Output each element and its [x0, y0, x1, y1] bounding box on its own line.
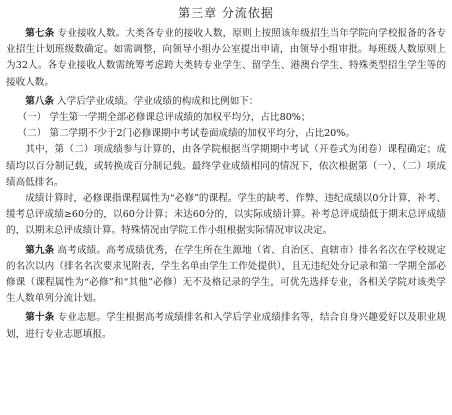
article-8-item-2: （二） 第二学期不少于2门必修课期中考试卷面成绩的加权平均分，占比20%。	[17, 128, 355, 140]
article-8-label: 第八条	[25, 95, 54, 107]
article-10-label: 第十条	[25, 312, 55, 324]
article-9	[6, 243, 446, 308]
article-7-text: 专业接收人数。大类各专业的接收人数，原则上按照该年级招生当年学院向学校报备的各专业招生计划班级数确定。如需调整，向领导小组办公室提出申请，由领导小组审批。每班级人数原则上为32人。各专业接收人数需统筹考虑跨大类转专业学生、留学生、港澳台学生、特殊类型招生学生等的接收人数。	[6, 28, 446, 88]
article-8-intro: 入学后学业成绩。学业成绩的构成和比例如下：	[57, 95, 259, 107]
article-10-text: 专业志愿。学生根据高考成绩排名和入学后学业成绩排名等，结合自身兴趣爱好以及职业规划，进行专业志愿填报。	[6, 312, 446, 340]
article-10	[6, 310, 446, 342]
article-7	[6, 26, 446, 91]
chapter-title: 第三章 分流依据	[178, 6, 274, 20]
article-8-para-3: 成绩计算时，必修课指课程属性为“必修”的课程。学生的缺考、作弊、违纪成绩以0分计算，补考、缓考总评成绩≥60分的，以60分计算；未达60分的，以实际成绩计算。补考总评成绩低于期末总评成绩的，以期末总评成绩计算。特殊情况由学院工作小组根据实际情况审议决定。	[6, 193, 446, 237]
article-9-text: 高考成绩。高考成绩优秀，在学生所在生源地（省、自治区、直辖市）排名名次在学校规定的名次以内（排名名次要求见附表，学生名单由学生工作处提供），且无违纪处分记录和第一学期全部必修课（课程属性为“必修”和“其他”必修）无不及格记录的学生，可优先选择专业，各相关学院对该类学生人数单列分流计划。	[6, 244, 446, 305]
article-8-para-2: 其中，第（二）项成绩参与计算的，由各学院根据当学期期中考试（开卷式为闭卷）课程确定；成绩均以百分制记载，或转换成百分制记载。最终学业成绩相同的情况下，依次根据第（一）、（二）项成绩高低排名。	[6, 144, 446, 188]
article-8-item-1: （一） 学生第一学期全部必修课总评成绩的加权平均分，占比80%；	[17, 112, 311, 124]
article-8	[6, 94, 446, 110]
article-7-label: 第七条	[25, 28, 55, 39]
article-9-label: 第九条	[25, 244, 55, 256]
